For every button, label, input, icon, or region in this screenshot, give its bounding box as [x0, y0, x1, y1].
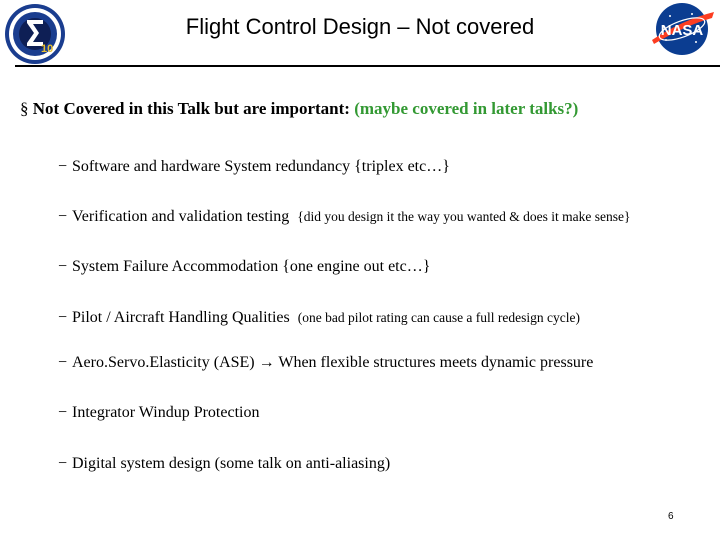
header-divider	[15, 65, 720, 67]
sigma-emblem-logo	[3, 2, 67, 66]
main-bullet-note: (maybe covered in later talks?)	[354, 99, 579, 118]
section-bullet-icon: §	[20, 99, 29, 118]
dash-bullet-icon: −	[58, 158, 68, 175]
list-item-text: Verification and validation testing	[72, 208, 290, 225]
dash-bullet-icon: −	[58, 208, 68, 225]
nasa-logo-text: NASA	[660, 22, 704, 39]
nasa-meatball-logo	[648, 2, 716, 56]
dash-bullet-icon: −	[58, 455, 68, 472]
list-item-text: System Failure Accommodation {one engine out etc…}	[72, 258, 431, 275]
list-item	[58, 208, 630, 226]
list-item-text: Software and hardware System redundancy {triplex etc…}	[72, 158, 450, 175]
list-item	[58, 404, 259, 422]
list-item	[58, 309, 580, 327]
list-item-note: (one bad pilot rating can cause a full redesign cycle)	[297, 310, 581, 325]
list-item-text: Aero.Servo.Elasticity (ASE)	[72, 354, 255, 371]
list-item-note: {did you design it the way you wanted & does it make sense}	[297, 209, 631, 224]
list-item-text: Pilot / Aircraft Handling Qualities	[72, 309, 290, 326]
page-number: 6	[668, 511, 674, 522]
dash-bullet-icon: −	[58, 258, 68, 275]
list-item-text-continued: When flexible structures meets dynamic pressure	[278, 354, 594, 371]
arrow-icon: →	[258, 354, 275, 371]
dash-bullet-icon: −	[58, 309, 68, 326]
main-bullet	[20, 99, 578, 119]
list-item	[58, 158, 450, 176]
list-item	[58, 455, 390, 473]
list-item	[58, 258, 430, 276]
dash-bullet-icon: −	[58, 354, 68, 371]
main-bullet-text: Not Covered in this Talk but are important:	[32, 99, 350, 118]
list-item-text: Integrator Windup Protection	[72, 404, 260, 421]
list-item	[58, 354, 593, 372]
dash-bullet-icon: −	[58, 404, 68, 421]
slide-header	[0, 0, 720, 62]
logo-number-text: 10	[41, 43, 54, 55]
page-title: Flight Control Design – Not covered	[185, 14, 535, 39]
list-item-text: Digital system design (some talk on anti-aliasing)	[72, 455, 391, 472]
